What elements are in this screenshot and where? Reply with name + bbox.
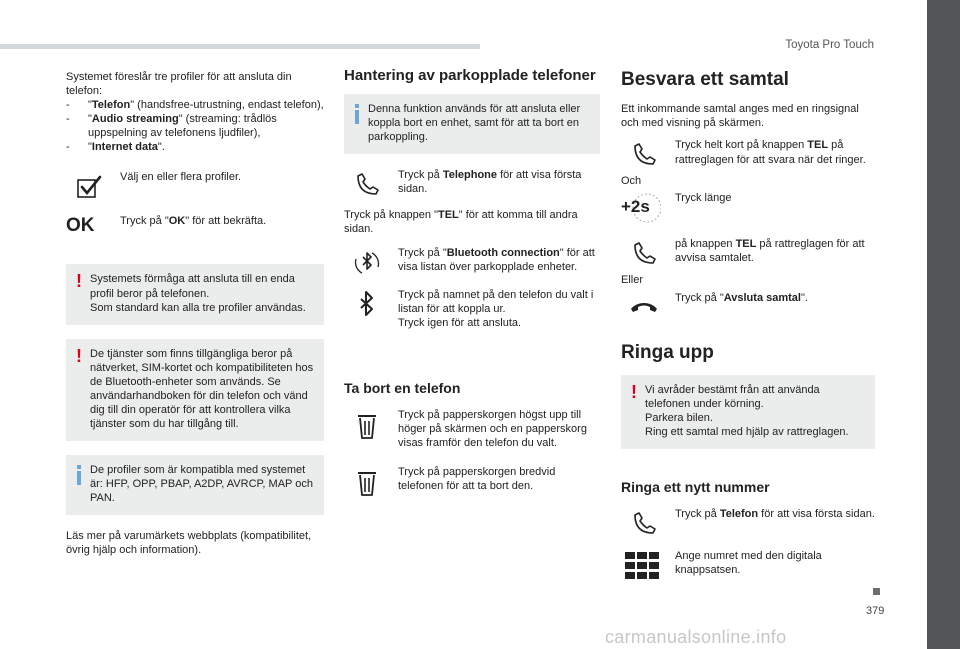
warning-box [66, 264, 324, 324]
intro-text: Ett inkommande samtal anges med en ringsignal och med visning på skärmen. [621, 103, 859, 130]
trash-icon [350, 408, 384, 442]
step-select-profiles [66, 170, 324, 200]
step-text: Tryck på papperskorgen högst upp till höger på skärmen och en papperskorg visas framför den telefon du valt. [398, 409, 587, 450]
step-text: Tryck på "Bluetooth connection" för att visa listan över parkopplade enheter. [398, 247, 595, 274]
warning-text: Vi avråder bestämt från att använda telefonen under körning. Parkera bilen. Ring ett samtal med hjälp av rattreglagen. [645, 383, 849, 439]
watermark: carmanualsonline.info [605, 627, 787, 647]
step-text: Tryck på "OK" för att bekräfta. [120, 215, 267, 228]
step-text: Tryck länge [675, 191, 732, 204]
list-item: - "Audio streaming" (streaming: trådlös uppspelning av telefonens ljudfiler), [66, 113, 277, 140]
column-left [66, 70, 324, 558]
info-box [66, 455, 324, 515]
warning-icon: ! [76, 271, 82, 292]
step-confirm [66, 214, 324, 244]
warning-box [621, 375, 875, 449]
chapter-sidebar [927, 0, 960, 649]
info-text: De profiler som är kompatibla med systemet är: HFP, OPP, PBAP, A2DP, AVRCP, MAP och PAN. [90, 464, 313, 505]
body-text: Tryck på knappen "TEL" för att komma till andra sidan. [344, 208, 578, 236]
checkbox-icon [72, 170, 106, 204]
header-rule [0, 44, 480, 49]
warning-text: De tjänster som finns tillgängliga beror på nätverket, SIM-kortet och kompatibiliteten hos de Bluetooth-enheter som används. Se användarhandboken för din telefon och vänd dig till din operatör för att kontrollera vilka tjänster som du har tillgång till. [90, 347, 314, 431]
step-text: Tryck på namnet på den telefon du valt i listan för att koppla ur. Tryck igen för att ansluta. [398, 289, 594, 330]
info-icon [355, 104, 359, 124]
warning-box [66, 339, 324, 441]
bluetooth-connection-icon [350, 246, 384, 280]
ok-icon: OK [66, 215, 95, 237]
list-item: - "Internet data". [66, 141, 165, 154]
info-text: Denna funktion används för att ansluta eller koppla bort en enhet, samt för att ta bort en parkoppling. [368, 102, 581, 143]
warning-text: Systemets förmåga att ansluta till en enda profil beror på telefonen. Som standard kan alla tre profiler användas. [90, 273, 306, 314]
column-right [621, 68, 875, 579]
page-marker [873, 588, 880, 595]
hang-up-icon [627, 291, 661, 325]
step-text: Tryck på Telefon för att visa första sidan. [675, 508, 875, 521]
page-header-title: Toyota Pro Touch [785, 39, 874, 51]
section-heading: Besvara ett samtal [621, 69, 789, 90]
step-text: på knappen TEL på rattreglagen för att avvisa samtalet. [675, 237, 865, 264]
step-text: Tryck helt kort på knappen TEL på rattreglagen för att svara när det ringer. [675, 139, 866, 166]
keypad-icon [621, 549, 661, 583]
intro-text: Systemet föreslår tre profiler för att ansluta din telefon: [66, 71, 292, 98]
step-telephone [344, 168, 600, 198]
phone-icon [627, 507, 661, 541]
bluetooth-icon [350, 288, 384, 322]
step-text: Tryck på "Avsluta samtal". [675, 291, 808, 304]
long-press-2s-icon: +2s [621, 191, 661, 225]
info-box [344, 94, 600, 154]
phone-icon [350, 168, 384, 202]
step-text: Välj en eller flera profiler. [120, 171, 242, 184]
column-middle [344, 68, 600, 495]
step-bluetooth-connection [344, 246, 600, 276]
step-connect-phone [344, 288, 600, 330]
section-heading: Ta bort en telefon [344, 380, 461, 397]
step-text: Tryck på papperskorgen bredvid telefonen för att ta bort den. [398, 465, 556, 492]
info-icon [77, 465, 81, 485]
step-answer [621, 138, 875, 168]
phone-icon [627, 138, 661, 172]
step-keypad [621, 549, 875, 579]
eller-text: Eller [621, 273, 644, 286]
step-text: Tryck på Telephone för att visa första sidan. [398, 168, 582, 196]
outro-text: Läs mer på varumärkets webbplats (kompatibilitet, övrig hjälp och information). [66, 530, 312, 557]
page-number: 379 [866, 605, 885, 617]
step-reject [621, 237, 875, 267]
section-heading: Ringa ett nytt nummer [621, 479, 770, 496]
warning-icon: ! [631, 381, 637, 402]
step-trash-top [344, 408, 600, 450]
step-telefon [621, 507, 875, 537]
warning-icon: ! [76, 345, 82, 366]
trash-icon [350, 465, 384, 499]
step-trash-delete [344, 465, 600, 495]
step-long-press [621, 191, 875, 221]
list-item: - "Telefon" (handsfree-utrustning, endast telefon), [66, 99, 324, 112]
och-text: Och [621, 175, 642, 188]
phone-icon [627, 237, 661, 271]
step-text: Ange numret med den digitala knappsatsen. [675, 550, 822, 577]
section-heading: Hantering av parkopplade telefoner [344, 67, 596, 84]
step-end-call [621, 291, 875, 321]
section-heading: Ringa upp [621, 341, 714, 363]
